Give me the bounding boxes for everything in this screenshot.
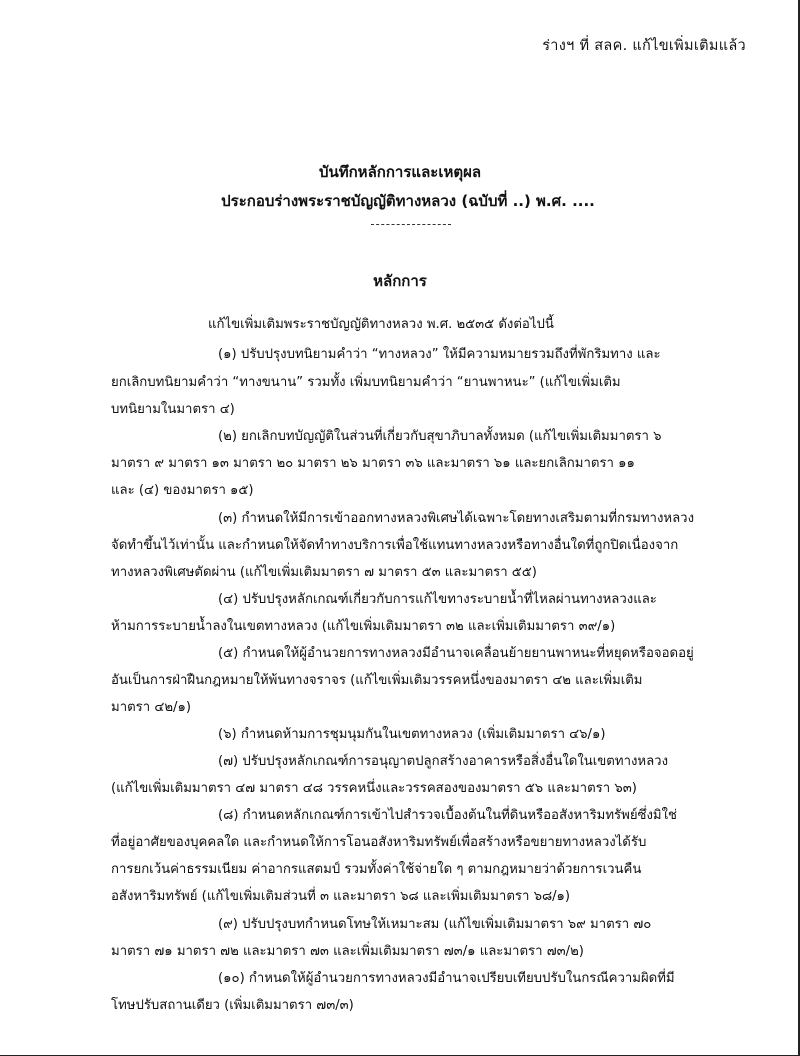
item-line: (๕) กำหนดให้ผู้อำนวยการทางหลวงมีอำนาจเคลื่อนย้ายยานพาหนะที่หยุดหรือจอดอยู่ xyxy=(218,646,694,661)
item-line: ทางหลวงพิเศษตัดผ่าน (แก้ไขเพิ่มเติมมาตรา ๗ มาตรา ๕๓ และมาตรา ๕๕) xyxy=(111,565,537,580)
document-subtitle: ประกอบร่างพระราชบัญญัติทางหลวง (ฉบับที่ ..) พ.ศ. .... xyxy=(221,192,595,210)
item-line: และ (๔) ของมาตรา ๑๕) xyxy=(111,483,254,498)
item-line: (๖) กำหนดห้ามการชุมนุมกันในเขตทางหลวง (เพิ่มเติมมาตรา ๔๖/๑) xyxy=(218,727,606,742)
item-line: โทษปรับสถานเดียว (เพิ่มเติมมาตรา ๗๓/๓) xyxy=(111,998,354,1013)
item-line: อสังหาริมทรัพย์ (แก้ไขเพิ่มเติมส่วนที่ ๓ และมาตรา ๖๘ และเพิ่มเติมมาตรา ๖๘/๑) xyxy=(111,889,571,904)
item-line: การยกเว้นค่าธรรมเนียม ค่าอากรแสตมป์ รวมทั้งค่าใช้จ่ายใด ๆ ตามกฎหมายว่าด้วยการเวนคืน xyxy=(111,862,642,877)
item-line: (๑๐) กำหนดให้ผู้อำนวยการทางหลวงมีอำนาจเปรียบเทียบปรับในกรณีความผิดที่มี xyxy=(218,971,675,986)
item-line: (๔) ปรับปรุงหลักเกณฑ์เกี่ยวกับการแก้ไขทางระบายน้ำที่ไหลผ่านทางหลวงและ xyxy=(218,592,657,607)
item-line: (๘) กำหนดหลักเกณฑ์การเข้าไปสำรวจเบื้องต้นในที่ดินหรืออสังหาริมทรัพย์ซึ่งมิใช่ xyxy=(218,808,678,823)
item-line: อันเป็นการฝ่าฝืนกฎหมายให้พ้นทางจราจร (แก้ไขเพิ่มเติมวรรคหนึ่งของมาตรา ๔๒ และเพิ่มเติม xyxy=(111,673,643,688)
item-line: มาตรา ๗๑ มาตรา ๗๒ และมาตรา ๗๓ และเพิ่มเติมมาตรา ๗๓/๑ และมาตรา ๗๓/๒) xyxy=(111,944,584,959)
item-line: (แก้ไขเพิ่มเติมมาตรา ๔๗ มาตรา ๔๘ วรรคหนึ่งและวรรคสองของมาตรา ๕๖ และมาตรา ๖๓) xyxy=(111,781,637,796)
item-line: ห้ามการระบายน้ำลงในเขตทางหลวง (แก้ไขเพิ่มเติมมาตรา ๓๒ และเพิ่มเติมมาตรา ๓๙/๑) xyxy=(111,619,616,634)
item-line: (๗) ปรับปรุงหลักเกณฑ์การอนุญาตปลูกสร้างอาคารหรือสิ่งอื่นใดในเขตทางหลวง xyxy=(218,754,669,769)
item-line: (๑) ปรับปรุงบทนิยามคำว่า “ทางหลวง” ให้มีความหมายรวมถึงที่พักริมทาง และ xyxy=(218,347,661,362)
item-line: มาตรา ๙ มาตรา ๑๓ มาตรา ๒๐ มาตรา ๒๖ มาตรา ๓๖ และมาตรา ๖๑ และยกเลิกมาตรา ๑๑ xyxy=(111,456,635,471)
draft-status-note: ร่างฯ ที่ สลค. แก้ไขเพิ่มเติมแล้ว xyxy=(542,38,746,54)
item-line: (๙) ปรับปรุงบทกำหนดโทษให้เหมาะสม (แก้ไขเพิ่มเติมมาตรา ๖๙ มาตรา ๗๐ xyxy=(218,917,652,932)
section-heading: หลักการ xyxy=(373,272,427,290)
item-line: (๓) กำหนดให้มีการเข้าออกทางหลวงพิเศษได้เฉพาะโดยทางเสริมตามที่กรมทางหลวง xyxy=(218,511,695,526)
item-line: มาตรา ๔๒/๑) xyxy=(111,700,191,715)
intro-paragraph: แก้ไขเพิ่มเติมพระราชบัญญัติทางหลวง พ.ศ. ๒๕๓๕ ดังต่อไปนี้ xyxy=(208,317,554,332)
document-title: บันทึกหลักการและเหตุผล xyxy=(318,163,482,181)
item-line: ที่อยู่อาศัยของบุคคลใด และกำหนดให้การโอนอสังหาริมทรัพย์เพื่อสร้างหรือขยายทางหลวงได้รับ xyxy=(111,835,647,850)
item-line: จัดทำขึ้นไว้เท่านั้น และกำหนดให้จัดทำทางบริการเพื่อใช้แทนทางหลวงหรือทางอื่นใดที่ถูกปิดเนื่องจาก xyxy=(111,538,679,553)
item-line: บทนิยามในมาตรา ๔) xyxy=(111,402,235,417)
item-line: ยกเลิกบทนิยามคำว่า “ทางขนาน” รวมทั้ง เพิ่มบทนิยามคำว่า “ยานพาหนะ” (แก้ไขเพิ่มเติม xyxy=(111,375,621,390)
title-divider xyxy=(371,224,451,225)
item-line: (๒) ยกเลิกบทบัญญัติในส่วนที่เกี่ยวกับสุขาภิบาลทั้งหมด (แก้ไขเพิ่มเติมมาตรา ๖ xyxy=(218,429,662,444)
